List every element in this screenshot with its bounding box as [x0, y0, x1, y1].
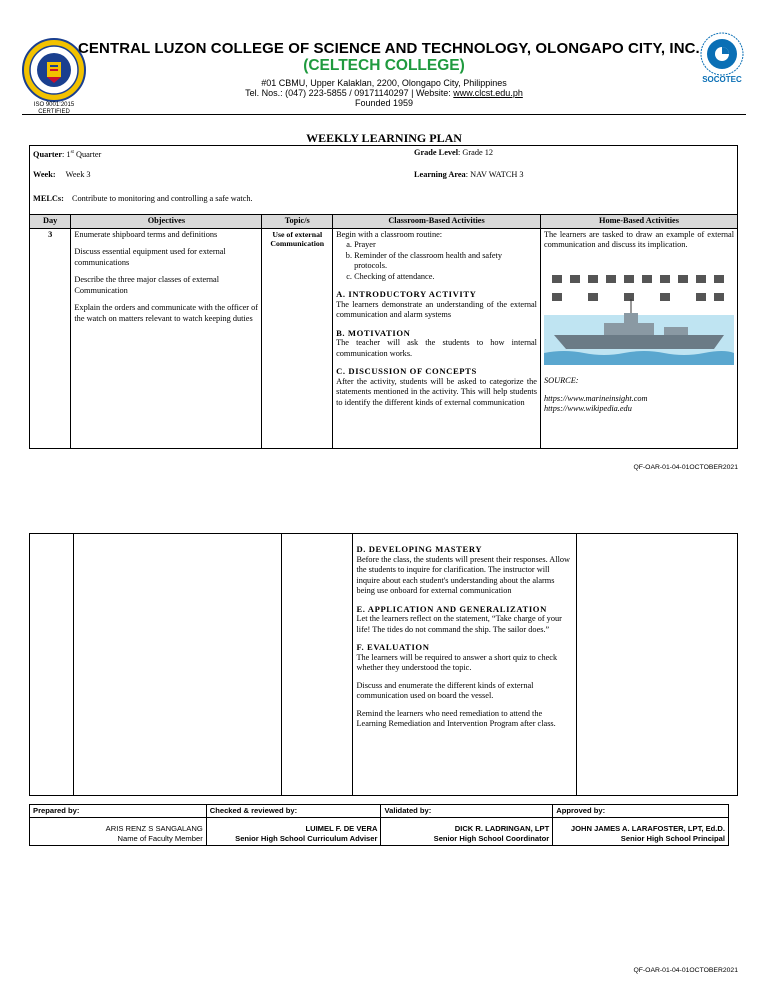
quarter-label: Quarter — [33, 149, 63, 159]
college-contact — [78, 88, 690, 98]
signature-block — [381, 818, 553, 846]
section-f-text-1: The learners will be required to answer a short quiz to check whether they understood the topic. — [356, 652, 558, 672]
section-e-text: Let the learners reflect on the statement, “Take charge of your life! The tides do not command the ship. The sailor does.” — [356, 614, 562, 634]
day-cell-empty — [30, 534, 74, 796]
college-name: CENTRAL LUZON COLLEGE OF SCIENCE AND TECHNOLOGY, OLONGAPO CITY, INC. — [78, 40, 700, 57]
routine-intro: Begin with a classroom routine: — [336, 229, 443, 239]
objective-item: Enumerate shipboard terms and definitions — [74, 229, 218, 239]
home-activity-text: The learners are tasked to draw an example of external communication and discuss its implication. — [543, 229, 734, 249]
ship-communication-image — [544, 257, 734, 365]
college-short-name: (CELTECH COLLEGE) — [303, 57, 465, 74]
section-b-text: The teacher will ask the students to how internal communication works. — [336, 338, 537, 358]
objective-item: Explain the orders and communicate with the officer of the watch on matters relevant to watch keeping duties — [74, 303, 259, 323]
founded-text: Founded 1959 — [354, 98, 414, 108]
signatory-role: Senior High School Coordinator — [433, 834, 550, 843]
column-header-row — [30, 215, 738, 229]
validated-by-label: Validated by: — [381, 805, 553, 818]
melcs-value: Contribute to monitoring and controlling a safe watch. — [71, 194, 253, 203]
home-cell-empty — [577, 534, 738, 796]
routine-item: a. Prayer — [354, 240, 537, 251]
section-a-text: The learners demonstrate an understanding of the external communication and alarm systems — [336, 299, 537, 319]
signatory-name: DICK R. LADRINGAN, LPT — [454, 824, 550, 833]
college-address: #01 CBMU, Upper Kalaklan, 2200, Olongapo City, Philippines — [261, 78, 507, 88]
form-code: QF-OAR-01-04-01OCTOBER2021 — [633, 464, 738, 471]
week-label: Week — [33, 170, 53, 179]
website-link[interactable]: www.clcst.edu.ph — [453, 88, 523, 98]
signatory-role: Senior High School Principal — [620, 834, 725, 843]
classroom-cell — [333, 228, 541, 448]
signature-block — [30, 818, 207, 846]
socotec-label: SOCOTEC — [702, 75, 742, 84]
col-day: Day — [30, 215, 71, 229]
header-divider — [22, 114, 746, 115]
iso-line-1: ISO 9001:2015 — [33, 102, 75, 108]
contact-text: Tel. Nos.: (047) 223-5855 / 09171140297 | Website: — [245, 88, 454, 98]
objective-item: Describe the three major classes of external Communication — [74, 275, 220, 295]
signature-name-row — [30, 818, 729, 846]
info-row — [30, 146, 738, 215]
melcs-field: MELCs: Contribute to monitoring and controlling a safe watch. — [33, 194, 253, 203]
week-value: Week 3 — [65, 170, 91, 179]
signatory-name: JOHN JAMES A. LARAFOSTER, LPT, Ed.D. — [570, 824, 725, 833]
area-field — [414, 170, 524, 181]
objective-item: Discuss essential equipment used for external communications — [74, 247, 226, 267]
source-label: SOURCE: — [543, 376, 579, 385]
content-row-continued — [30, 534, 738, 796]
iso-line-2: CERTIFIED — [38, 109, 70, 115]
section-f-text-3: Remind the learners who need remediation to attend the Learning Remediation and Intervention Program after class. — [356, 708, 556, 728]
objectives-cell-empty — [73, 534, 281, 796]
section-f-text-2: Discuss and enumerate the different kinds of external communication used on board the vessel. — [356, 680, 534, 700]
checked-by-label: Checked & reviewed by: — [206, 805, 381, 818]
grade-field — [414, 148, 493, 159]
melcs-label: MELCs — [33, 194, 62, 203]
col-topics: Topic/s — [262, 215, 333, 229]
learning-plan-table-continued — [29, 533, 738, 796]
col-objectives: Objectives — [71, 215, 262, 229]
signature-block — [206, 818, 381, 846]
quarter-field — [33, 148, 101, 160]
topic-cell-empty — [281, 534, 353, 796]
learning-plan-table — [29, 145, 738, 449]
content-row — [30, 228, 738, 448]
section-d-title: D. DEVELOPING MASTERY — [356, 544, 483, 554]
classroom-cell-continued — [353, 534, 577, 796]
section-e-title: E. APPLICATION AND GENERALIZATION — [356, 603, 547, 614]
section-f-title: F. EVALUATION — [356, 642, 430, 652]
topic-cell: Use of external Communication — [262, 228, 333, 448]
quarter-suffix: Quarter — [73, 149, 102, 159]
source-link-1[interactable]: https://www.marineinsight.com — [543, 393, 648, 403]
routine-item: b. Reminder of the classroom health and safety protocols. — [354, 251, 537, 272]
section-a-title: A. INTRODUCTORY ACTIVITY — [336, 289, 477, 299]
prepared-by-label: Prepared by: — [30, 805, 207, 818]
signature-block — [553, 818, 729, 846]
signatory-role: Senior High School Curriculum Adviser — [235, 834, 378, 843]
area-label: Learning Area — [414, 170, 466, 179]
grade-value: : Grade 12 — [458, 148, 494, 157]
routine-item: c. Checking of attendance. — [354, 272, 537, 283]
signature-table — [29, 804, 729, 846]
day-cell: 3 — [30, 228, 71, 448]
routine-list — [336, 240, 537, 282]
week-field: Week: Week 3 — [33, 170, 91, 179]
approved-by-label: Approved by: — [553, 805, 729, 818]
objectives-cell — [71, 228, 262, 448]
area-value: : NAV WATCH 3 — [465, 170, 524, 179]
college-seal-logo — [22, 38, 86, 102]
signature-label-row — [30, 805, 729, 818]
home-cell — [540, 228, 737, 448]
col-classroom: Classroom-Based Activities — [333, 215, 541, 229]
source-link-2[interactable]: https://www.wikipedia.edu — [543, 404, 632, 413]
quarter-sup: st — [70, 150, 74, 155]
form-code-bottom: QF-OAR-01-04-01OCTOBER2021 — [633, 967, 738, 974]
socotec-certification-logo — [697, 30, 747, 88]
section-b-title: B. MOTIVATION — [336, 327, 411, 338]
signatory-name: LUIMEL F. DE VERA — [305, 824, 378, 833]
quarter-value: : 1 — [62, 149, 71, 159]
grade-label: Grade Level — [414, 148, 459, 157]
section-d-text: Before the class, the students will present their responses. Allow the students to inquire for clarification. The instructor will inquire about each student's understanding about the alarms being use onboard for external communication — [356, 554, 571, 595]
plan-title: WEEKLY LEARNING PLAN — [306, 131, 462, 145]
section-c-text: After the activity, students will be asked to categorize the statements mentioned in the activity. This will help students to identify the different kinds of external communication — [336, 376, 537, 407]
signatory-role: Name of Faculty Member — [117, 834, 203, 843]
signatory-name: ARIS RENZ S SANGALANG — [105, 824, 203, 833]
col-home: Home-Based Activities — [540, 215, 737, 229]
section-c-title: C. DISCUSSION OF CONCEPTS — [336, 366, 477, 376]
